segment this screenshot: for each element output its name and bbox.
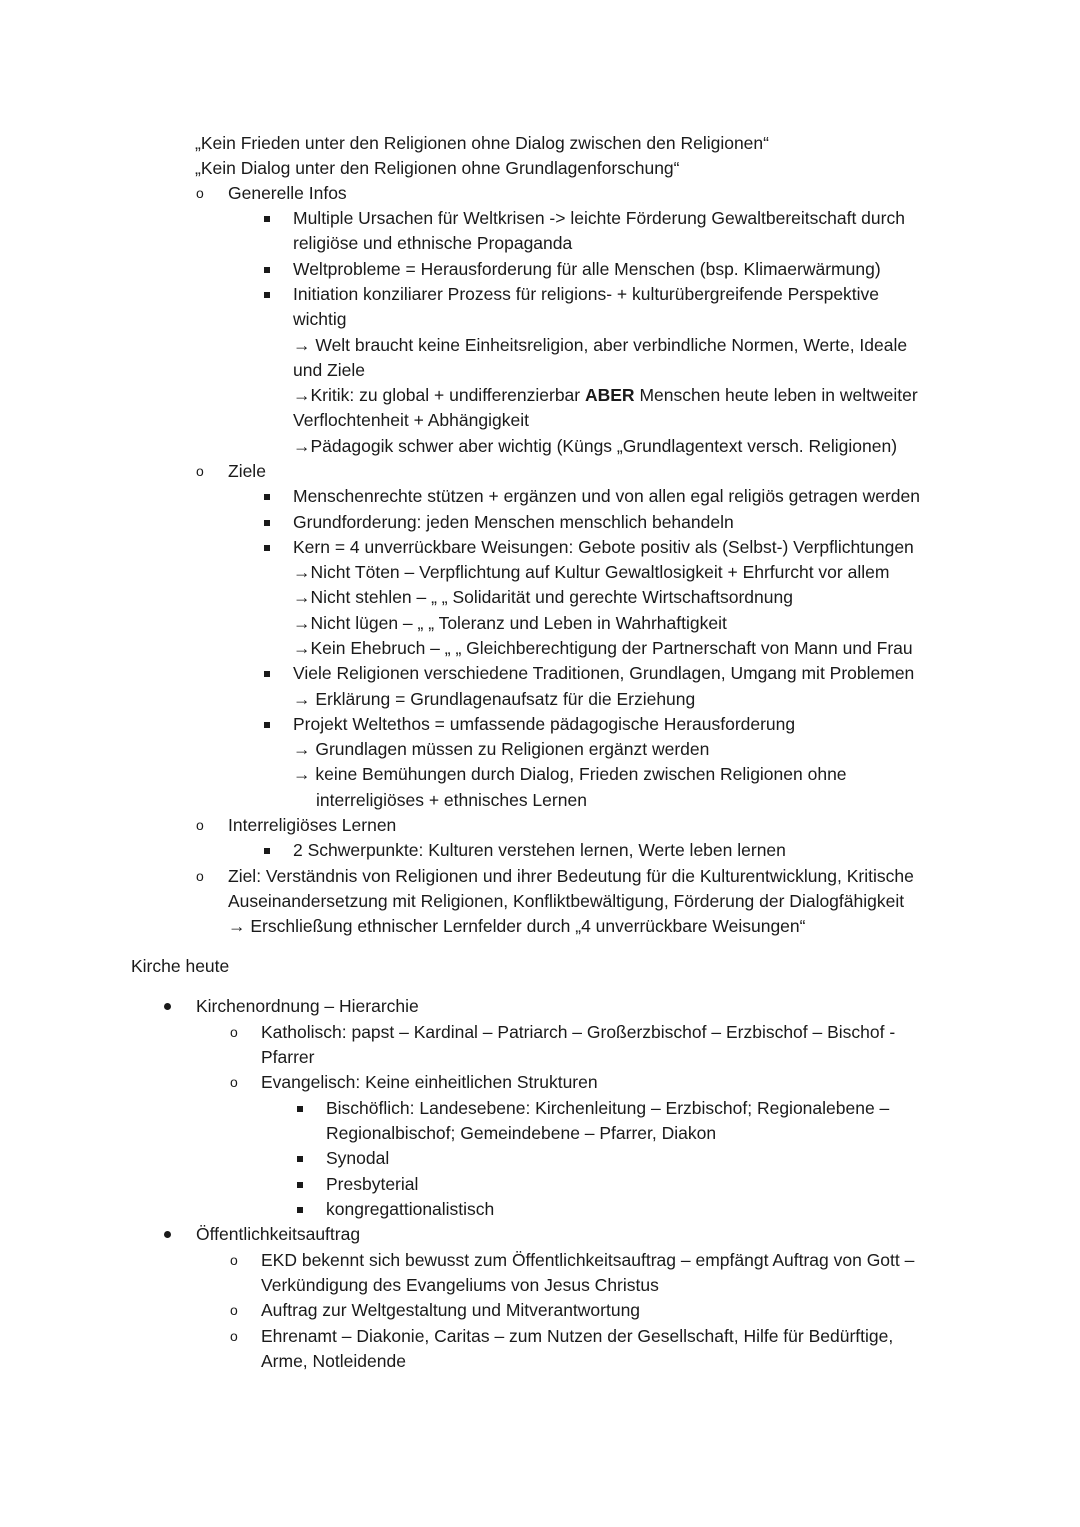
text-line: religiöse und ethnische Propaganda [293,233,573,253]
emphasis-text: ABER [584,385,635,405]
circle-bullet-icon: o [230,1328,238,1344]
text-segment: →Kritik: zu global + undifferenzierbar [293,385,585,405]
square-bullet-icon [264,292,270,298]
section-heading: Öffentlichkeitsauftrag [196,1224,361,1244]
text-line: Katholisch: papst – Kardinal – Patriarch – Großerzbischof – Erzbischof – Bischof - [261,1022,896,1042]
square-bullet-icon [297,1106,303,1112]
square-bullet-icon [264,671,270,677]
text-line: EKD bekennt sich bewusst zum Öffentlichkeitsauftrag – empfängt Auftrag von Gott – [261,1250,915,1270]
text-line: Multiple Ursachen für Weltkrisen -> leichte Förderung Gewaltbereitschaft durch [293,208,905,228]
text-line: Synodal [326,1148,390,1168]
circle-bullet-icon: o [230,1024,238,1040]
square-bullet-icon [264,520,270,526]
square-bullet-icon [297,1207,303,1213]
text-line: Grundforderung: jeden Menschen menschlich behandeln [293,512,734,532]
circle-bullet-icon: o [196,185,204,201]
text-line: Ehrenamt – Diakonie, Caritas – zum Nutzen der Gesellschaft, Hilfe für Bedürftige, [261,1326,894,1346]
text-line: Verkündigung des Evangeliums von Jesus Christus [261,1275,659,1295]
text-line: Bischöflich: Landesebene: Kirchenleitung – Erzbischof; Regionalebene – [326,1098,890,1118]
text-line: Regionalbischof; Gemeindebene – Pfarrer, Diakon [326,1123,717,1143]
text-line: →Nicht stehlen – „ „ Solidarität und gerechte Wirtschaftsordnung [293,587,793,607]
text-segment: Menschen heute leben in weltweiter [634,385,918,405]
circle-bullet-icon: o [230,1074,238,1090]
quote-line: „Kein Dialog unter den Religionen ohne Grundlagenforschung“ [195,158,680,178]
square-bullet-icon [264,722,270,728]
disc-bullet-icon [164,1231,171,1238]
text-line: Kern = 4 unverrückbare Weisungen: Gebote positiv als (Selbst-) Verpflichtungen [293,537,914,557]
text-line: → keine Bemühungen durch Dialog, Frieden zwischen Religionen ohne [293,764,847,784]
text-line: interreligiöses + ethnisches Lernen [316,790,587,810]
text-line: Arme, Notleidende [261,1351,406,1371]
text-line [293,383,918,408]
text-line: Menschenrechte stützen + ergänzen und von allen egal religiös getragen werden [293,486,921,506]
text-line: Presbyterial [326,1174,419,1194]
text-line: Ziel: Verständnis von Religionen und ihrer Bedeutung für die Kulturentwicklung, Kritische [228,866,914,886]
section-heading: Ziele [228,461,266,481]
section-heading: Kirchenordnung – Hierarchie [196,996,419,1016]
text-line: und Ziele [293,360,365,380]
section-heading: Interreligiöses Lernen [228,815,397,835]
text-line: → Grundlagen müssen zu Religionen ergänzt werden [293,739,710,759]
text-line: → Welt braucht keine Einheitsreligion, aber verbindliche Normen, Werte, Ideale [293,335,908,355]
square-bullet-icon [264,267,270,273]
square-bullet-icon [297,1182,303,1188]
text-line: Viele Religionen verschiedene Traditionen, Grundlagen, Umgang mit Problemen [293,663,915,683]
text-line: Verflochtenheit + Abhängigkeit [293,410,529,430]
text-line: Weltprobleme = Herausforderung für alle Menschen (bsp. Klimaerwärmung) [293,259,881,279]
text-line: kongregattionalistisch [326,1199,495,1219]
section-heading: Generelle Infos [228,183,347,203]
circle-bullet-icon: o [230,1252,238,1268]
text-line: →Nicht Töten – Verpflichtung auf Kultur Gewaltlosigkeit + Ehrfurcht vor allem [293,562,890,582]
circle-bullet-icon: o [196,817,204,833]
text-line: Initiation konziliarer Prozess für religions- + kulturübergreifende Perspektive [293,284,880,304]
square-bullet-icon [264,216,270,222]
square-bullet-icon [264,494,270,500]
circle-bullet-icon: o [196,868,204,884]
text-line: → Erklärung = Grundlagenaufsatz für die Erziehung [293,689,696,709]
text-line: Pfarrer [261,1047,315,1067]
text-line: →Pädagogik schwer aber wichtig (Küngs „Grundlagentext versch. Religionen) [293,436,898,456]
quote-line: „Kein Frieden unter den Religionen ohne Dialog zwischen den Religionen“ [195,133,769,153]
text-line: Auseinandersetzung mit Religionen, Konfliktbewältigung, Förderung der Dialogfähigkeit [228,891,905,911]
square-bullet-icon [264,848,270,854]
circle-bullet-icon: o [196,463,204,479]
circle-bullet-icon: o [230,1302,238,1318]
text-line: Evangelisch: Keine einheitlichen Strukturen [261,1072,598,1092]
text-line: wichtig [293,309,347,329]
text-line: →Nicht lügen – „ „ Toleranz und Leben in Wahrhaftigkeit [293,613,727,633]
text-line: Auftrag zur Weltgestaltung und Mitverantwortung [261,1300,641,1320]
square-bullet-icon [264,545,270,551]
text-line: Projekt Weltethos = umfassende pädagogische Herausforderung [293,714,796,734]
text-line: 2 Schwerpunkte: Kulturen verstehen lernen, Werte leben lernen [293,840,786,860]
square-bullet-icon [297,1156,303,1162]
disc-bullet-icon [164,1003,171,1010]
section-title: Kirche heute [131,956,230,976]
text-line: → Erschließung ethnischer Lernfelder durch „4 unverrückbare Weisungen“ [228,916,806,936]
text-line: →Kein Ehebruch – „ „ Gleichberechtigung der Partnerschaft von Mann und Frau [293,638,913,658]
